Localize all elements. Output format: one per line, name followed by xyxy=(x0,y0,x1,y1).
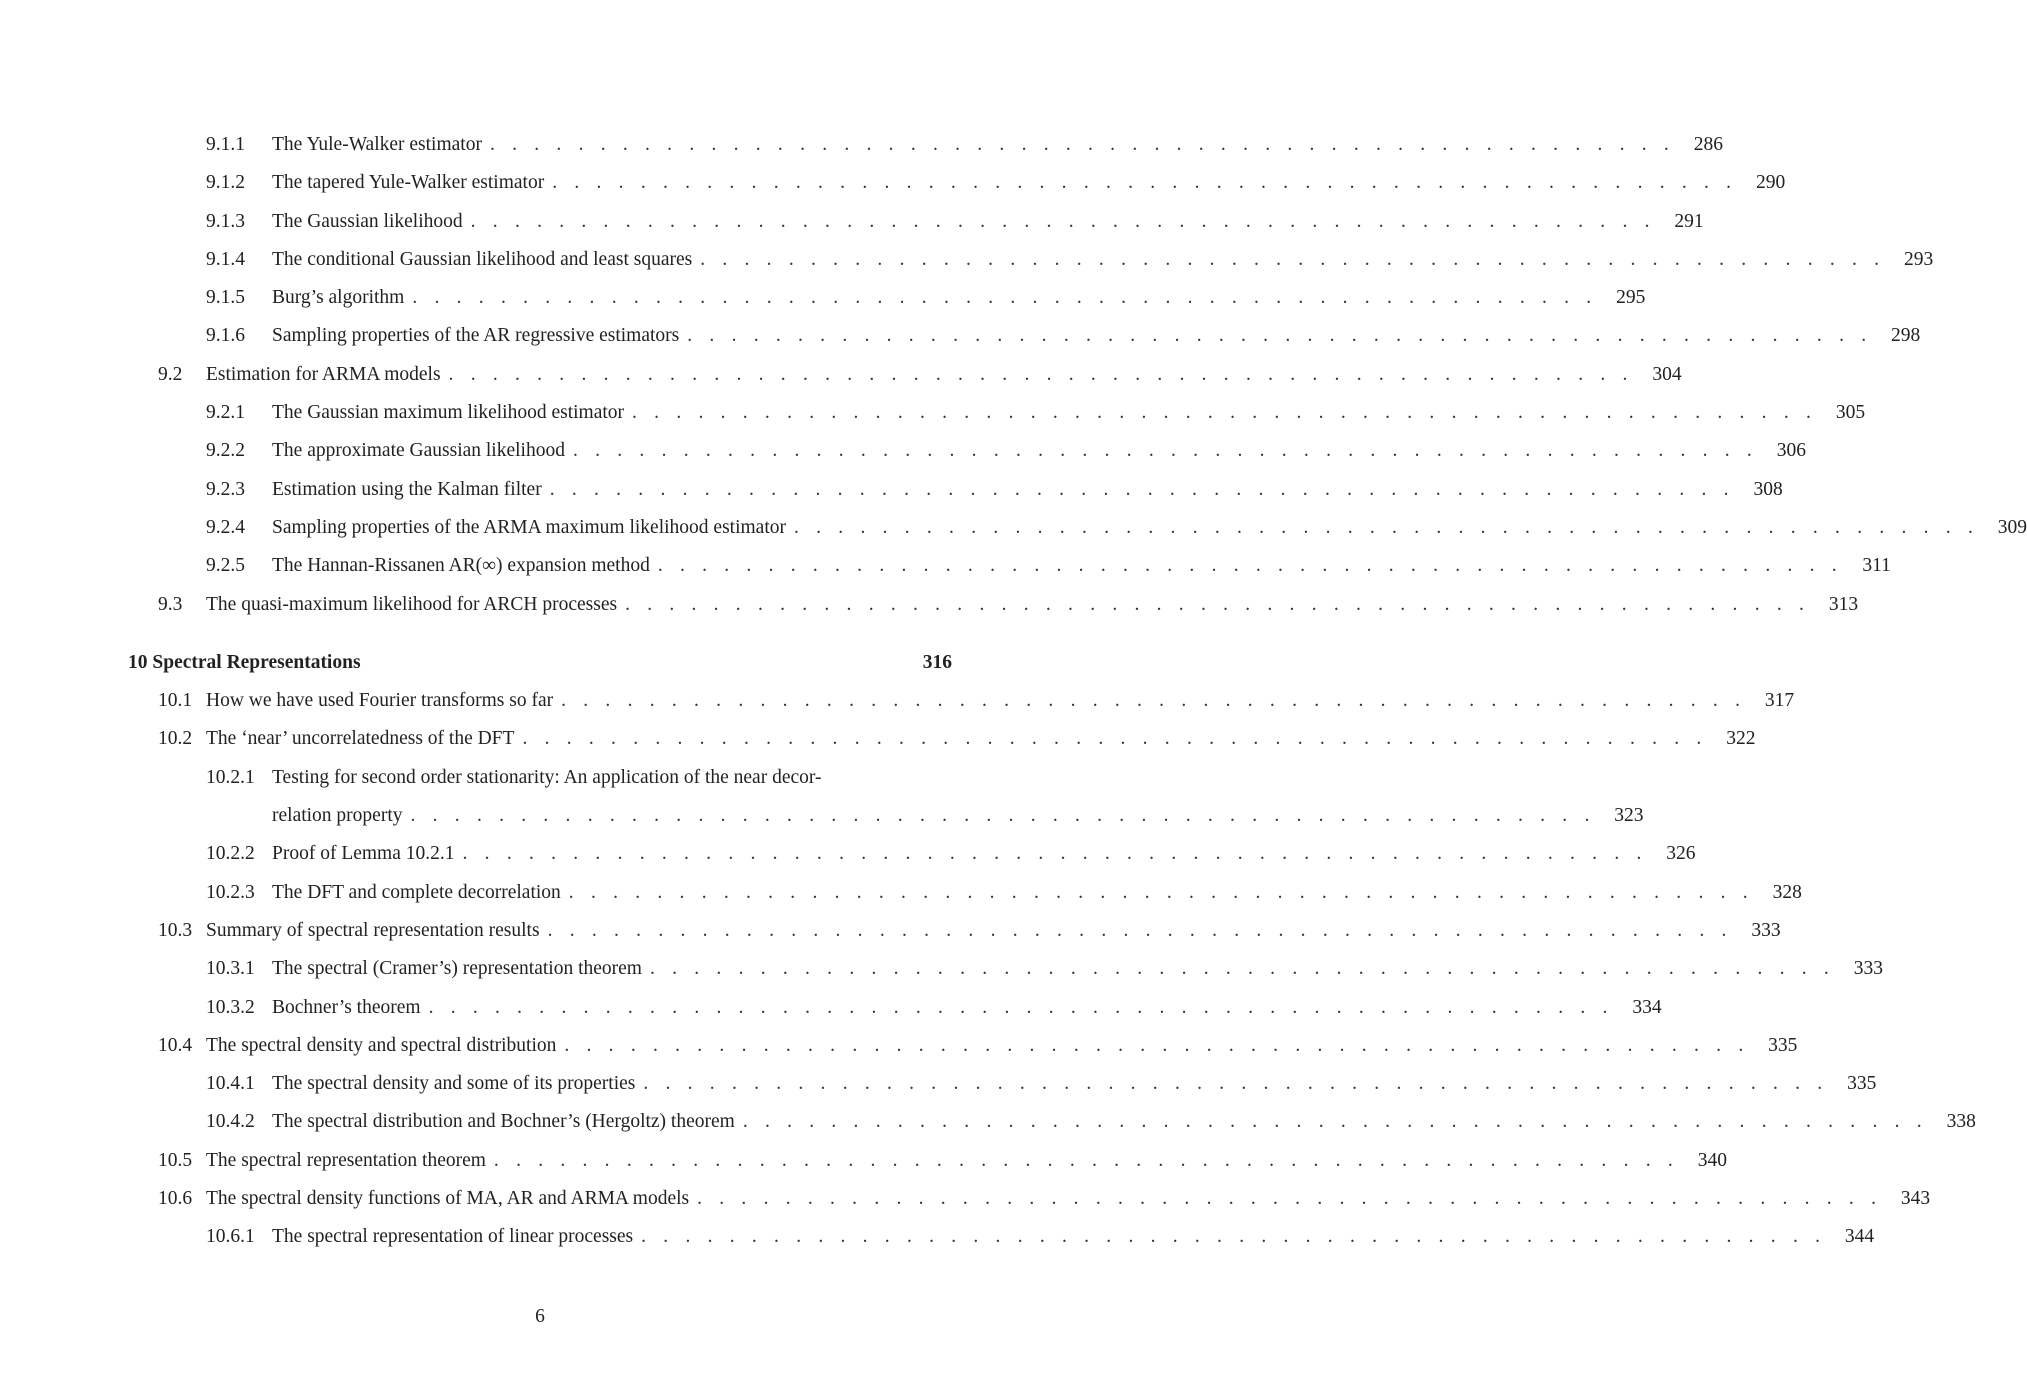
entry-page-number: 317 xyxy=(1764,690,1795,712)
entry-page-number: 333 xyxy=(1751,919,1781,941)
toc-entry-section[interactable] xyxy=(0,1180,1931,1218)
entry-title: The spectral representation theorem xyxy=(206,1149,486,1171)
dot-leader: . . . . . . . . . . . . . . . . . . . . . . . . . . . . . . . . . . . . . . . . . . . . . . . . . . . . . . xyxy=(700,248,1886,270)
entry-title: The quasi-maximum likelihood for ARCH processes xyxy=(206,593,618,615)
entry-number: 10.2 xyxy=(158,728,193,750)
entry-number: 9.3 xyxy=(158,593,183,615)
entry-page-number: 308 xyxy=(1753,478,1783,500)
toc-entry-section[interactable] xyxy=(0,912,1781,950)
dot-leader: . . . . . . . . . . . . . . . . . . . . . . . . . . . . . . . . . . . . . . . . . . . . . . . . . . . . . . xyxy=(657,555,1843,577)
dot-leader: . . . . . . . . . . . . . . . . . . . . . . . . . . . . . . . . . . . . . . . . . . . . . . . . . . . . . . xyxy=(552,172,1738,194)
entry-page-number: 333 xyxy=(1853,958,1884,980)
entry-number: 9.2.4 xyxy=(206,516,245,538)
entry-page-number: 290 xyxy=(1756,172,1786,194)
toc-entry-subsection[interactable] xyxy=(0,950,1884,988)
dot-leader: . . . . . . . . . . . . . . . . . . . . . . . . . . . . . . . . . . . . . . . . . . . . . . . . . . . . . . xyxy=(448,363,1634,385)
entry-page-number: 286 xyxy=(1693,134,1723,155)
entry-title: The spectral representation of linear processes xyxy=(272,1226,634,1248)
entry-number: 10.3 xyxy=(158,919,193,941)
entry-page-number: 344 xyxy=(1844,1226,1875,1248)
entry-page-number: 334 xyxy=(1632,996,1662,1018)
entry-number: 9.2.1 xyxy=(206,402,245,424)
toc-entry-subsection[interactable] xyxy=(0,241,1934,279)
entry-number: 9.1.1 xyxy=(206,134,245,155)
toc-entry-subsection[interactable] xyxy=(0,203,1704,241)
entry-page-number: 306 xyxy=(1776,440,1806,462)
entry-number: 10.4 xyxy=(158,1034,193,1056)
dot-leader: . . . . . . . . . . . . . . . . . . . . . . . . . . . . . . . . . . . . . . . . . . . . . . . . . . . . . . xyxy=(641,1226,1827,1248)
entry-page-number: 295 xyxy=(1616,287,1646,309)
entry-page-number: 293 xyxy=(1904,248,1934,270)
dot-leader: . . . . . . . . . . . . . . . . . . . . . . . . . . . . . . . . . . . . . . . . . . . . . . . . . . . . . . xyxy=(568,881,1754,903)
entry-number: 10.5 xyxy=(158,1149,193,1171)
entry-title: Estimation for ARMA models xyxy=(206,363,441,385)
entry-title: Burg’s algorithm xyxy=(272,287,405,309)
entry-title-continuation: relation property xyxy=(272,805,403,827)
toc-entry-continuation[interactable] xyxy=(0,797,1644,835)
toc-entry-subsection[interactable] xyxy=(0,1065,1877,1103)
toc-entry-subsection[interactable] xyxy=(0,989,1662,1027)
entry-number: 9.2.5 xyxy=(206,555,245,577)
entry-page-number: 335 xyxy=(1847,1073,1877,1095)
toc-entry-subsection[interactable] xyxy=(0,835,1696,873)
dot-leader: . . . . . . . . . . . . . . . . . . . . . . . . . . . . . . . . . . . . . . . . . . . . . . . . . . . . . . xyxy=(489,134,1675,155)
entry-title: Estimation using the Kalman filter xyxy=(272,478,542,500)
entry-title: Sampling properties of the AR regressive estimators xyxy=(272,325,680,347)
toc-entry-subsection[interactable] xyxy=(0,1103,1976,1141)
entry-page-number: 316 xyxy=(922,651,952,673)
toc-entry-subsection[interactable] xyxy=(0,317,1921,355)
entry-title: The DFT and complete decorrelation xyxy=(272,881,561,903)
entry-number: 10.3.2 xyxy=(206,996,255,1018)
toc-entry-subsection[interactable] xyxy=(0,126,1723,164)
entry-page-number: 304 xyxy=(1652,363,1682,385)
entry-number: 10.4.2 xyxy=(206,1111,255,1133)
dot-leader: . . . . . . . . . . . . . . . . . . . . . . . . . . . . . . . . . . . . . . . . . . . . . . . . . . . . . . xyxy=(412,287,1598,309)
chapter-title: 10 Spectral Representations xyxy=(128,651,361,673)
dot-leader: . . . . . . . . . . . . . . . . . . . . . . . . . . . . . . . . . . . . . . . . . . . . . . . . . . . . . . xyxy=(428,996,1614,1018)
dot-leader: . . . . . . . . . . . . . . . . . . . . . . . . . . . . . . . . . . . . . . . . . . . . . . . . . . . . . . xyxy=(549,478,1735,500)
dot-leader: . . . . . . . . . . . . . . . . . . . . . . . . . . . . . . . . . . . . . . . . . . . . . . . . . . . . . . xyxy=(572,440,1758,462)
entry-title: The spectral density and some of its properties xyxy=(272,1073,636,1095)
entry-number: 10.3.1 xyxy=(206,958,255,980)
entry-page-number: 326 xyxy=(1666,843,1696,865)
toc-entry-section[interactable] xyxy=(0,1142,1727,1180)
dot-leader: . . . . . . . . . . . . . . . . . . . . . . . . . . . . . . . . . . . . . . . . . . . . . . . . . . . . . . xyxy=(742,1111,1928,1133)
entry-page-number: 335 xyxy=(1768,1034,1798,1056)
entry-page-number: 343 xyxy=(1900,1188,1931,1210)
dot-leader: . . . . . . . . . . . . . . . . . . . . . . . . . . . . . . . . . . . . . . . . . . . . . . . . . . . . . . xyxy=(564,1034,1750,1056)
entry-title: How we have used Fourier transforms so far xyxy=(206,690,554,712)
entry-number: 10.6.1 xyxy=(206,1226,255,1248)
entry-title: The approximate Gaussian likelihood xyxy=(272,440,565,462)
entry-page-number: 340 xyxy=(1697,1149,1727,1171)
dot-leader: . . . . . . . . . . . . . . . . . . . . . . . . . . . . . . . . . . . . . . . . . . . . . . . . . . . . . . xyxy=(632,402,1818,424)
dot-leader: . . . . . . . . . . . . . . . . . . . . . . . . . . . . . . . . . . . . . . . . . . . . . . . . . . . . . . xyxy=(561,690,1747,712)
toc-entry-section[interactable] xyxy=(0,682,1795,720)
entry-title: The ‘near’ uncorrelatedness of the DFT xyxy=(206,728,515,750)
entry-number: 10.2.3 xyxy=(206,881,255,903)
toc-entry-section[interactable] xyxy=(0,720,1756,758)
entry-number: 9.2 xyxy=(158,363,183,385)
entry-title: The Hannan-Rissanen AR(∞) expansion method xyxy=(272,555,650,577)
toc-entry-subsection[interactable] xyxy=(0,164,1786,202)
dot-leader: . . . . . . . . . . . . . . . . . . . . . . . . . . . . . . . . . . . . . . . . . . . . . . . . . . . . . . xyxy=(643,1073,1829,1095)
entry-title: The tapered Yule-Walker estimator xyxy=(272,172,545,194)
dot-leader: . . . . . . . . . . . . . . . . . . . . . . . . . . . . . . . . . . . . . . . . . . . . . . . . . . . . . . xyxy=(649,958,1836,980)
entry-title: The Gaussian maximum likelihood estimator xyxy=(272,402,625,424)
entry-title: The spectral density and spectral distribution xyxy=(206,1034,557,1056)
entry-page-number: 309 xyxy=(1997,516,2027,538)
toc-entry-section[interactable] xyxy=(0,356,1682,394)
entry-title: The spectral density functions of MA, AR and ARMA models xyxy=(206,1188,690,1210)
entry-number: 9.1.2 xyxy=(206,172,245,194)
dot-leader: . . . . . . . . . . . . . . . . . . . . . . . . . . . . . . . . . . . . . . . . . . . . . . . . . . . . . . xyxy=(470,210,1656,232)
entry-number: 10.2.2 xyxy=(206,843,255,865)
entry-number: 9.1.5 xyxy=(206,287,245,309)
entry-number: 10.6 xyxy=(158,1188,193,1210)
entry-title: Testing for second order stationarity: An application of the near decor- xyxy=(272,766,822,788)
entry-title: The conditional Gaussian likelihood and least squares xyxy=(272,248,693,270)
dot-leader: . . . . . . . . . . . . . . . . . . . . . . . . . . . . . . . . . . . . . . . . . . . . . . . . . . . . . . xyxy=(687,325,1873,347)
toc-entry-subsection[interactable] xyxy=(0,279,1646,317)
entry-page-number: 323 xyxy=(1614,805,1644,827)
entry-title: Bochner’s theorem xyxy=(272,996,421,1018)
toc-entry-subsection[interactable] xyxy=(0,509,2027,547)
entry-title: The Yule-Walker estimator xyxy=(272,134,482,155)
entry-page-number: 322 xyxy=(1726,728,1756,750)
page-number: 6 xyxy=(535,1306,545,1327)
toc-entry-section[interactable] xyxy=(0,586,1859,624)
entry-page-number: 291 xyxy=(1674,210,1704,232)
dot-leader: . . . . . . . . . . . . . . . . . . . . . . . . . . . . . . . . . . . . . . . . . . . . . . . . . . . . . . xyxy=(410,805,1596,827)
entry-number: 10.1 xyxy=(158,690,193,712)
entry-title: The Gaussian likelihood xyxy=(272,210,463,232)
entry-title: Sampling properties of the ARMA maximum likelihood estimator xyxy=(272,516,786,538)
toc-entry-subsection[interactable] xyxy=(0,874,1802,912)
table-of-contents xyxy=(0,126,2027,1257)
entry-page-number: 311 xyxy=(1862,555,1891,577)
toc-entry-subsection[interactable] xyxy=(0,394,1866,432)
toc-entry-section[interactable] xyxy=(0,1027,1798,1065)
entry-number: 10.2.1 xyxy=(206,766,255,788)
dot-leader: . . . . . . . . . . . . . . . . . . . . . . . . . . . . . . . . . . . . . . . . . . . . . . . . . . . . . . xyxy=(697,1188,1883,1210)
dot-leader: . . . . . . . . . . . . . . . . . . . . . . . . . . . . . . . . . . . . . . . . . . . . . . . . . . . . . . xyxy=(493,1149,1679,1171)
entry-title: The spectral (Cramer’s) representation theorem xyxy=(272,958,642,980)
entry-number: 9.2.3 xyxy=(206,478,245,500)
toc-entry-subsection[interactable] xyxy=(0,547,1891,585)
entry-page-number: 328 xyxy=(1772,881,1802,903)
entry-number: 10.4.1 xyxy=(206,1073,255,1095)
toc-entry-subsection[interactable] xyxy=(0,432,1806,470)
entry-title: Summary of spectral representation results xyxy=(206,919,540,941)
toc-entry-subsection[interactable] xyxy=(0,759,1080,797)
entry-page-number: 338 xyxy=(1946,1111,1976,1133)
entry-title: The spectral distribution and Bochner’s (Hergoltz) theorem xyxy=(272,1111,735,1133)
toc-entry-chapter[interactable] xyxy=(0,644,1080,682)
entry-number: 9.1.4 xyxy=(206,248,245,270)
entry-number: 9.1.6 xyxy=(206,325,245,347)
dot-leader: . . . . . . . . . . . . . . . . . . . . . . . . . . . . . . . . . . . . . . . . . . . . . . . . . . . . . . xyxy=(522,728,1708,750)
entry-page-number: 313 xyxy=(1828,593,1859,615)
entry-number: 9.2.2 xyxy=(206,440,245,462)
dot-leader: . . . . . . . . . . . . . . . . . . . . . . . . . . . . . . . . . . . . . . . . . . . . . . . . . . . . . . xyxy=(794,516,1980,538)
entry-page-number: 298 xyxy=(1891,325,1921,347)
entry-number: 9.1.3 xyxy=(206,210,245,232)
entry-title: Proof of Lemma 10.2.1 xyxy=(272,843,455,865)
toc-entry-subsection[interactable] xyxy=(0,1218,1875,1256)
dot-leader: . . . . . . . . . . . . . . . . . . . . . . . . . . . . . . . . . . . . . . . . . . . . . . . . . . . . . . xyxy=(625,593,1811,615)
dot-leader: . . . . . . . . . . . . . . . . . . . . . . . . . . . . . . . . . . . . . . . . . . . . . . . . . . . . . . xyxy=(462,843,1648,865)
dot-leader: . . . . . . . . . . . . . . . . . . . . . . . . . . . . . . . . . . . . . . . . . . . . . . . . . . . . . . xyxy=(547,919,1733,941)
entry-page-number: 305 xyxy=(1835,402,1866,424)
toc-entry-subsection[interactable] xyxy=(0,471,1783,509)
